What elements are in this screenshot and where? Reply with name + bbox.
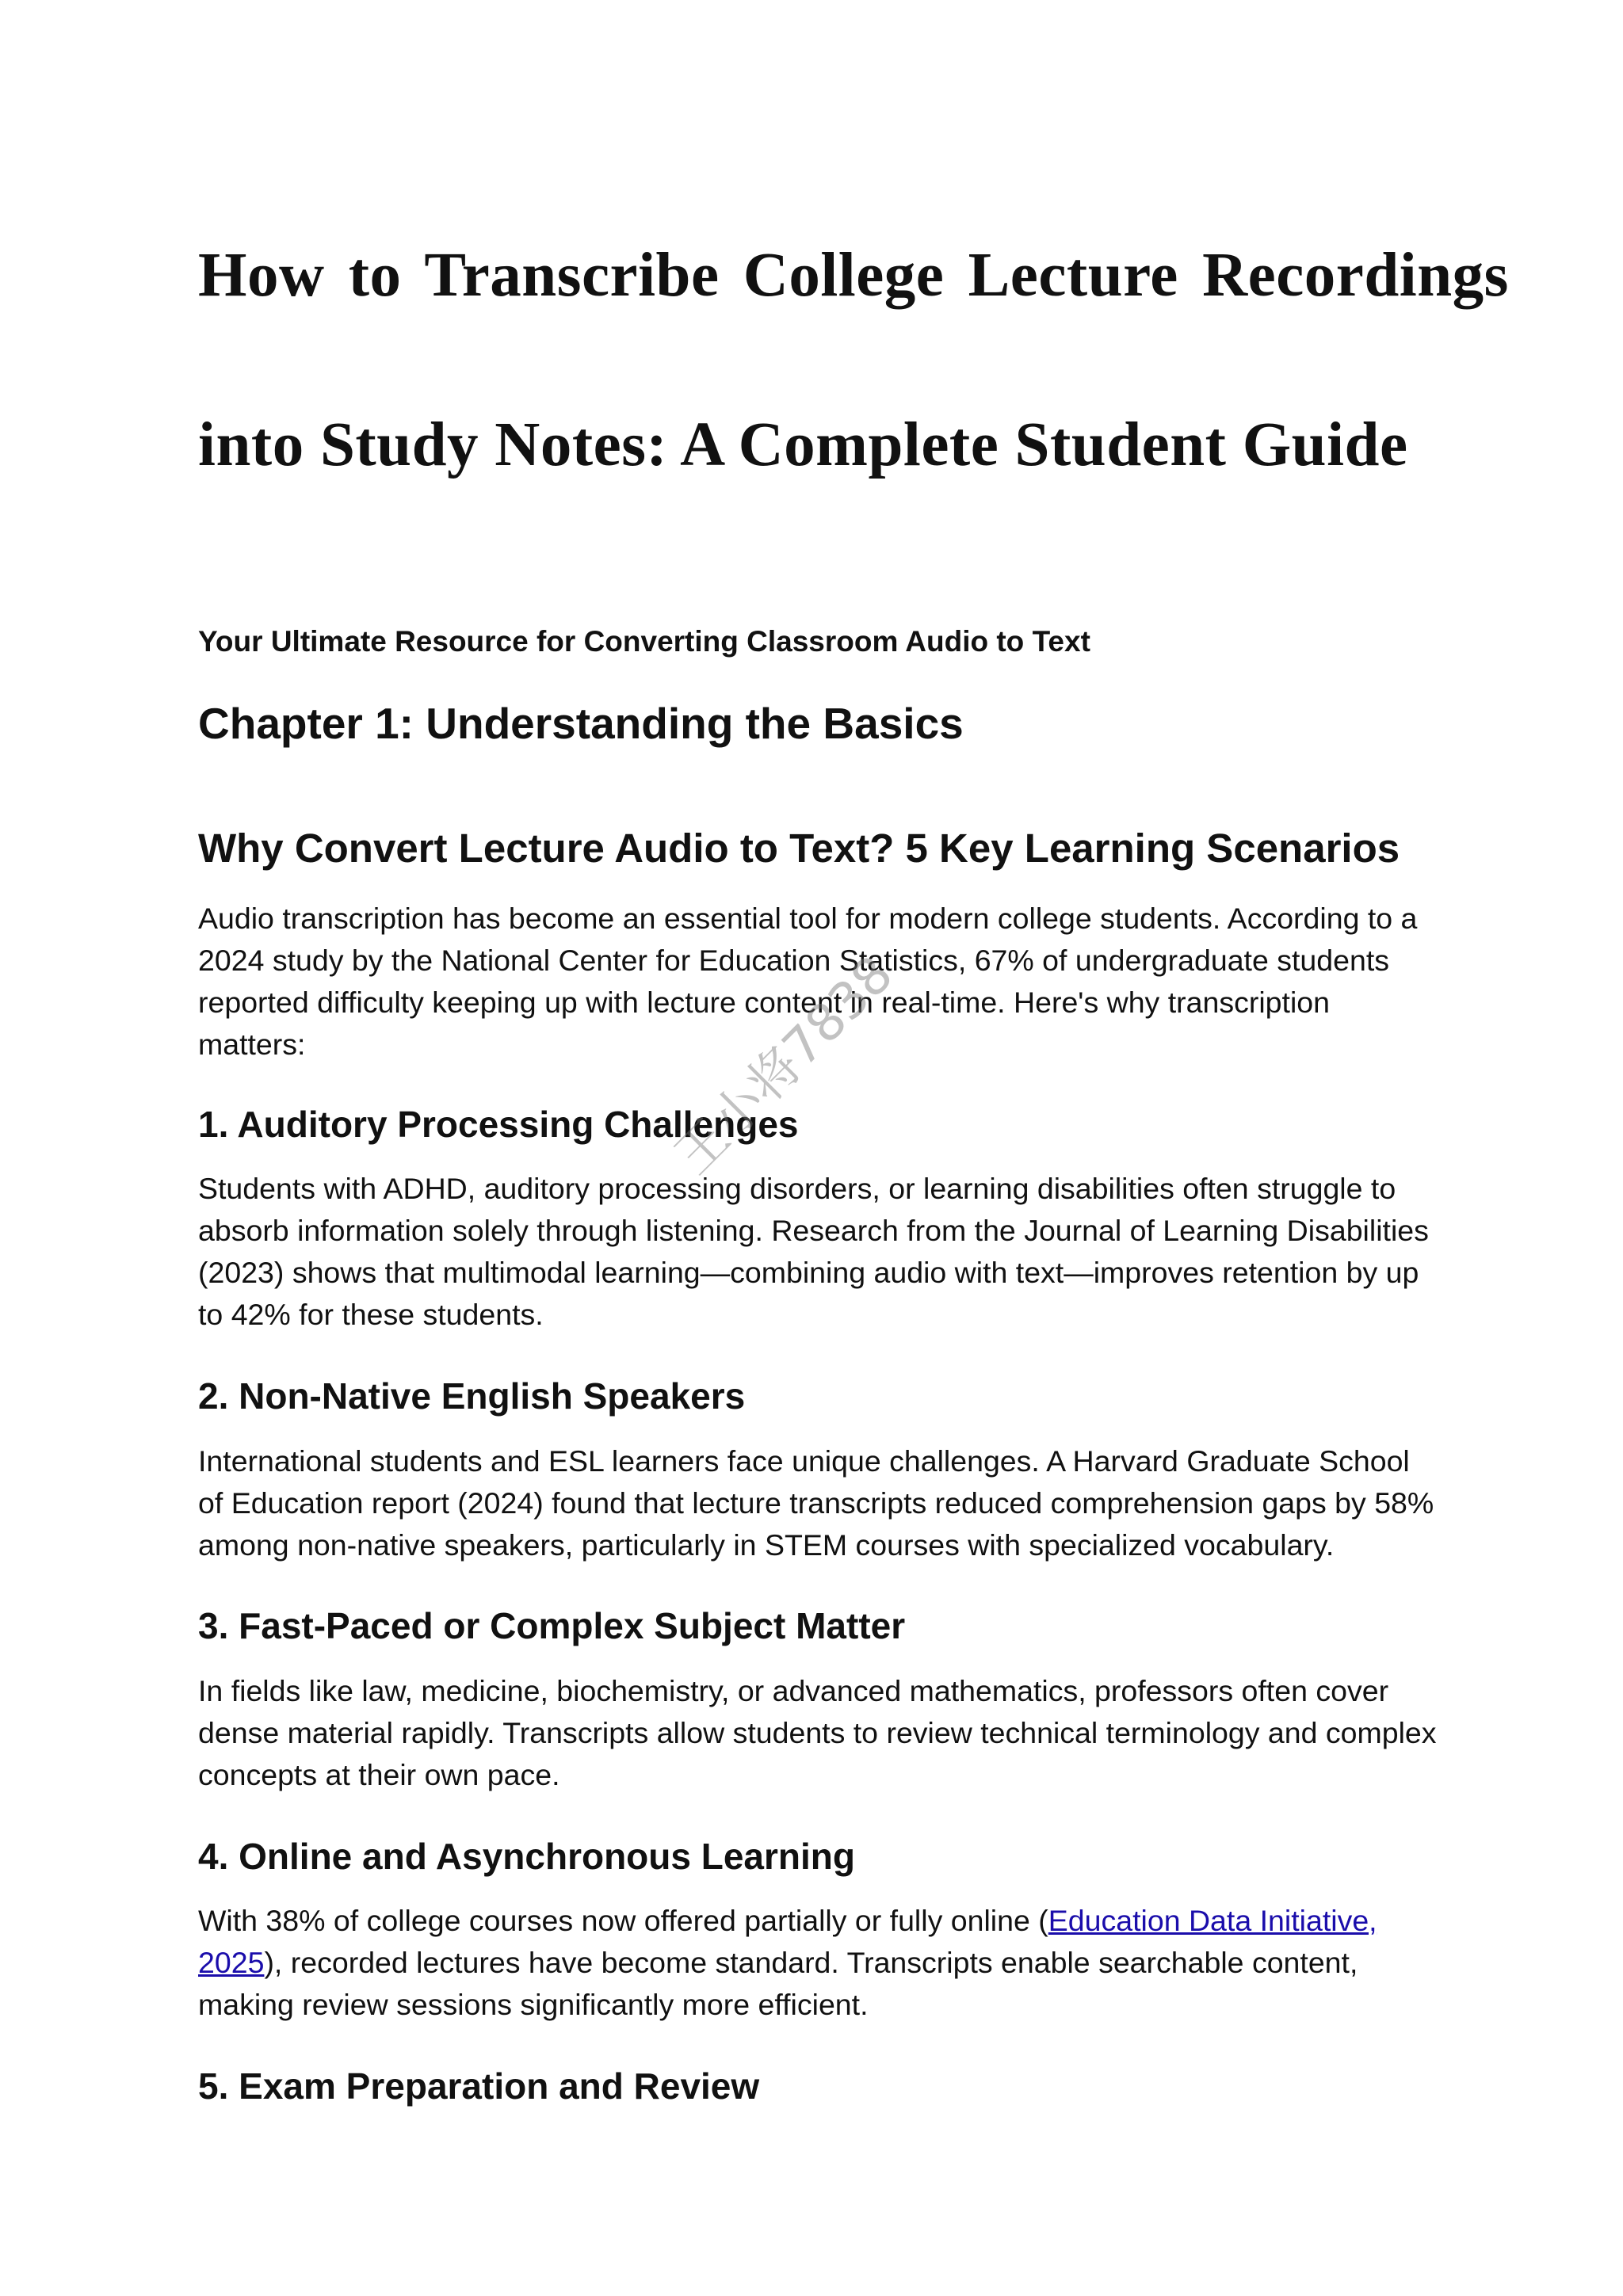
- chapter-heading: Chapter 1: Understanding the Basics: [198, 699, 964, 748]
- scenario-heading: 5. Exam Preparation and Review: [198, 2065, 760, 2107]
- education-data-initiative-link[interactable]: Education Data Initiative, 2025: [198, 1904, 1377, 1979]
- scenario-heading: 4. Online and Asynchronous Learning: [198, 1836, 855, 1877]
- section-heading: Why Convert Lecture Audio to Text? 5 Key Learning Scenarios: [198, 826, 1400, 871]
- watermark: 王小将7838: [664, 945, 905, 1186]
- document-title-line-1: How to Transcribe College Lecture Recordings: [198, 241, 1509, 310]
- scenario-heading: 1. Auditory Processing Challenges: [198, 1104, 799, 1145]
- scenario-paragraph: [198, 1900, 1442, 2026]
- document-title-line-2: into Study Notes: A Complete Student Guide: [198, 410, 1408, 479]
- scenario-paragraph: In fields like law, medicine, biochemistry, or advanced mathematics, professors often cover dense material rapidly. Transcripts allow students to review technical terminology and complex concepts at their own pace.: [198, 1674, 1437, 1791]
- scenario-paragraph: International students and ESL learners face unique challenges. A Harvard Graduate School of Education report (2024) found that lecture transcripts reduced comprehension gaps by 58% among non-native speakers, particularly in STEM courses with specialized vocabulary.: [198, 1444, 1434, 1562]
- intro-paragraph: Audio transcription has become an essential tool for modern college students. According to a 2024 study by the National Center for Education Statistics, 67% of undergraduate students reported difficulty keeping up with lecture content in real-time. Here's why transcription matters:: [198, 902, 1418, 1061]
- scenario-heading: 3. Fast-Paced or Complex Subject Matter: [198, 1605, 906, 1646]
- scenario-heading: 2. Non-Native English Speakers: [198, 1375, 746, 1417]
- document-subtitle: Your Ultimate Resource for Converting Classroom Audio to Text: [198, 625, 1090, 658]
- scenario-text-after-link: ), recorded lectures have become standard. Transcripts enable searchable content, making review sessions significantly more efficient.: [198, 1946, 1358, 2021]
- scenario-paragraph: Students with ADHD, auditory processing disorders, or learning disabilities often struggle to absorb information solely through listening. Research from the Journal of Learning Disabilities (2023) shows that multimodal learning—combining audio with text—improves retention by up to 42% for these students.: [198, 1172, 1429, 1331]
- scenario-text-before-link: With 38% of college courses now offered partially or fully online (: [198, 1904, 1048, 1937]
